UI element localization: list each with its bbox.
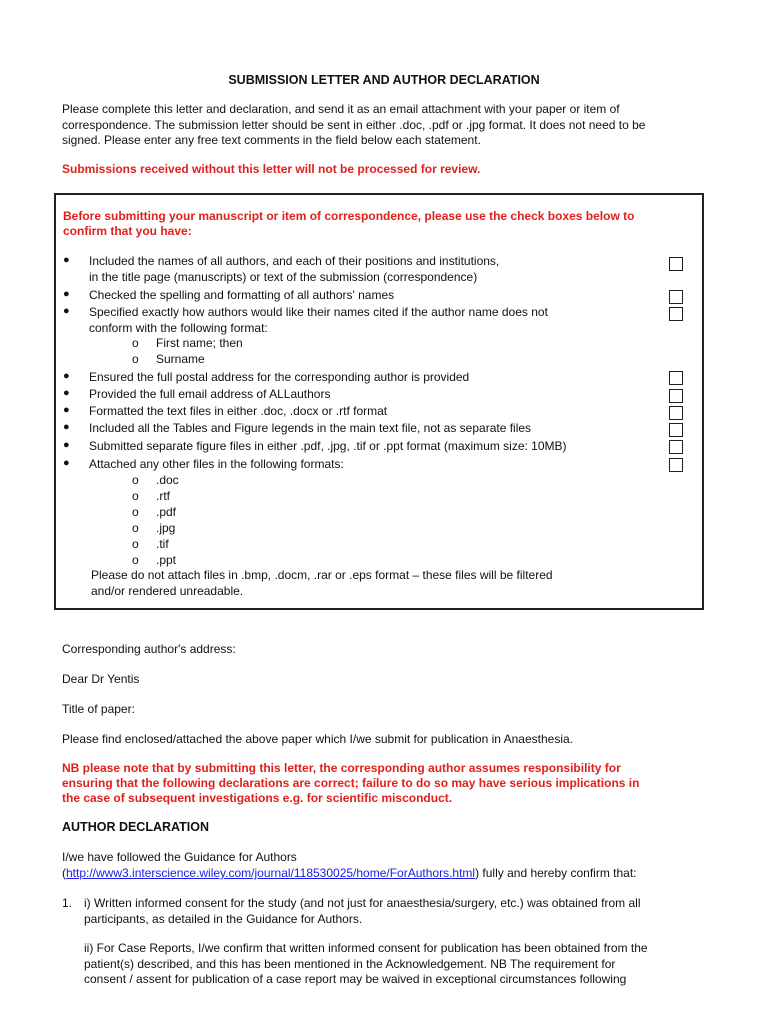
sub-item-text: .tif	[156, 537, 169, 551]
checkbox-other-files[interactable]	[669, 458, 683, 472]
author-declaration-heading: AUTHOR DECLARATION	[62, 820, 209, 834]
checklist-heading-line: Before submitting your manuscript or item of correspondence, please use the check boxes below to	[63, 209, 635, 223]
notice-line: NB please note that by submitting this letter, the corresponding author assumes responsibility for	[62, 761, 621, 775]
submission-warning: Submissions received without this letter will not be processed for review.	[62, 162, 481, 176]
checklist-item-text: Included all the Tables and Figure legends in the main text file, not as separate files	[89, 421, 532, 435]
file-format-note	[91, 568, 553, 599]
checkbox-name-format[interactable]	[669, 307, 683, 321]
declaration-item-ii	[84, 941, 714, 988]
checklist-item-text	[89, 305, 548, 336]
sub-item	[132, 553, 176, 567]
bullet-icon: ●	[63, 288, 70, 300]
notice-line: the case of subsequent investigations e.g. for scientific misconduct.	[62, 791, 453, 805]
sub-item-text: .pdf	[156, 505, 177, 519]
checkbox-text-format[interactable]	[669, 406, 683, 420]
checklist-item-text: Checked the spelling and formatting of all authors' names	[89, 288, 395, 302]
declaration-line: patient(s) described, and this has been mentioned in the Acknowledgement. NB The requirement for	[84, 956, 616, 971]
checkbox-figure-files[interactable]	[669, 440, 683, 454]
checklist-heading	[63, 209, 693, 239]
sub-item	[132, 489, 170, 503]
checklist-item-text: Formatted the text files in either .doc, .docx or .rtf format	[89, 404, 388, 418]
checklist-item-text: Submitted separate figure files in either .pdf, .jpg, .tif or .ppt format (maximum size: 10MB)	[89, 439, 567, 453]
checklist-item-line: Specified exactly how authors would like their names cited if the author name does not	[89, 305, 548, 319]
bullet-icon: ●	[63, 404, 70, 416]
sub-bullet-icon: o	[132, 473, 139, 487]
guidance-link[interactable]: http://www3.interscience.wiley.com/journal/118530025/home/ForAuthors.html	[66, 866, 476, 880]
declaration-line: consent / assent for publication of a case report may be waived in exceptional circumstances following	[84, 972, 627, 986]
sub-item	[132, 537, 169, 551]
salutation: Dear Dr Yentis	[62, 672, 140, 686]
sub-item	[132, 352, 205, 366]
sub-item	[132, 521, 175, 535]
bullet-icon: ●	[63, 457, 70, 469]
declaration-line: ii) For Case Reports, I/we confirm that written informed consent for publication has been obtained from the	[84, 941, 648, 955]
sub-item	[132, 473, 179, 487]
note-line: Please do not attach files in .bmp, .docm, .rar or .eps format – these files will be filtered	[91, 568, 553, 582]
sub-bullet-icon: o	[132, 521, 139, 535]
checklist-item-text: Ensured the full postal address for the corresponding author is provided	[89, 370, 470, 384]
letter-body: Please find enclosed/attached the above paper which I/we submit for publication in Anaesthesia.	[62, 732, 573, 746]
checkbox-tables-figures[interactable]	[669, 423, 683, 437]
checkbox-postal-address[interactable]	[669, 371, 683, 385]
checklist-box	[54, 193, 704, 610]
declaration-intro: I/we have followed the Guidance for Authors	[62, 850, 297, 864]
sub-bullet-icon: o	[132, 505, 139, 519]
checkbox-email[interactable]	[669, 389, 683, 403]
intro-line: Please complete this letter and declaration, and send it as an email attachment with your paper or item of	[62, 102, 620, 116]
sub-item-text: .ppt	[156, 553, 177, 567]
sub-item-text: .jpg	[156, 521, 176, 535]
declaration-item-i	[84, 896, 714, 927]
declaration-line: participants, as detailed in the Guidance for Authors.	[84, 911, 363, 926]
guidance-line	[62, 866, 637, 880]
checklist-heading-line: confirm that you have:	[63, 224, 192, 238]
intro-line: signed. Please enter any free text comments in the field below each statement.	[62, 133, 481, 147]
checklist-item-text: Attached any other files in the following formats:	[89, 457, 344, 471]
bullet-icon: ●	[63, 370, 70, 382]
sub-item-text: .doc	[156, 473, 179, 487]
notice-line: ensuring that the following declarations are correct; failure to do so may have serious implications in	[62, 776, 640, 790]
document-title: SUBMISSION LETTER AND AUTHOR DECLARATION	[228, 73, 540, 87]
sub-item-text: Surname	[156, 352, 205, 366]
checklist-item-line: in the title page (manuscripts) or text of the submission (correspondence)	[89, 269, 478, 284]
item-number: 1.	[62, 896, 73, 910]
checklist-item-line: Included the names of all authors, and each of their positions and institutions,	[89, 254, 500, 268]
checklist-item-line: conform with the following format:	[89, 320, 268, 335]
note-line: and/or rendered unreadable.	[91, 583, 244, 598]
intro-paragraph	[62, 102, 712, 149]
sub-bullet-icon: o	[132, 553, 139, 567]
bullet-icon: ●	[63, 439, 70, 451]
checkbox-author-names[interactable]	[669, 257, 683, 271]
bullet-icon: ●	[63, 305, 70, 317]
bullet-icon: ●	[63, 421, 70, 433]
bullet-icon: ●	[63, 387, 70, 399]
sub-bullet-icon: o	[132, 336, 139, 350]
sub-item	[132, 336, 243, 350]
sub-bullet-icon: o	[132, 352, 139, 366]
bullet-icon: ●	[63, 254, 70, 266]
sub-bullet-icon: o	[132, 537, 139, 551]
sub-item-text: .rtf	[156, 489, 170, 503]
paper-title-label: Title of paper:	[62, 702, 135, 716]
intro-line: correspondence. The submission letter should be sent in either .doc, .pdf or .jpg format. It does not need to be	[62, 117, 646, 132]
sub-bullet-icon: o	[132, 489, 139, 503]
checklist-item-text: Provided the full email address of ALLauthors	[89, 387, 331, 401]
responsibility-notice	[62, 761, 639, 806]
paren-open: (	[62, 866, 66, 880]
address-label: Corresponding author's address:	[62, 642, 236, 656]
checklist-item-text	[89, 254, 499, 285]
sub-item-text: First name; then	[156, 336, 243, 350]
sub-item	[132, 505, 176, 519]
checkbox-spelling[interactable]	[669, 290, 683, 304]
guidance-suffix: ) fully and hereby confirm that:	[475, 866, 637, 880]
declaration-line: i) Written informed consent for the study (and not just for anaesthesia/surgery, etc.) was obtained from all	[84, 896, 641, 910]
